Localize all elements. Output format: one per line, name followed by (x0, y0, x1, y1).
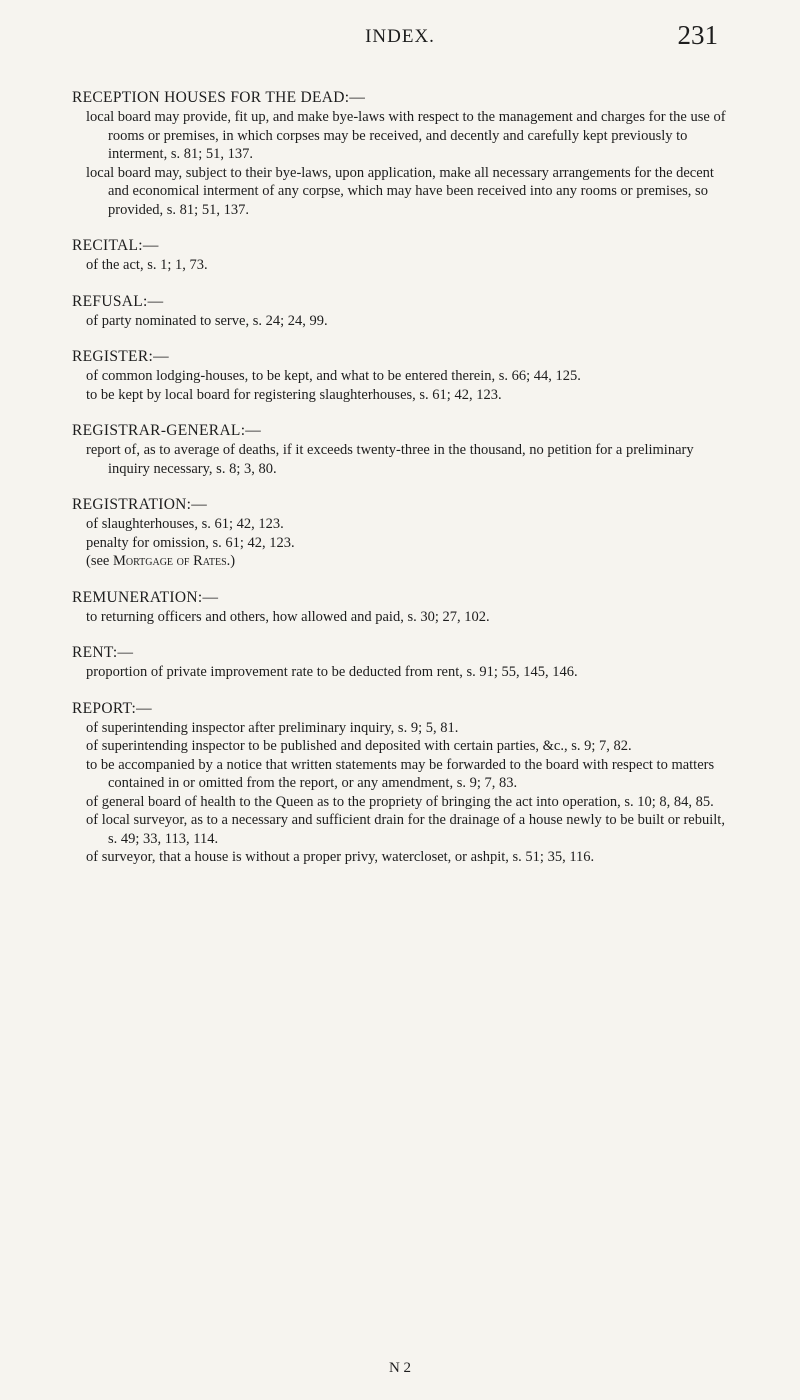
entry-heading: REFUSAL:— (72, 292, 164, 310)
index-entry (72, 643, 732, 682)
entry-subitem: of party nominated to serve, s. 24; 24, 99. (86, 312, 328, 329)
entry-subitem: penalty for omission, s. 61; 42, 123. (86, 534, 295, 551)
index-entry (72, 588, 732, 627)
entry-heading: RECITAL:— (72, 237, 159, 254)
entry-heading: RENT:— (72, 644, 134, 661)
index-entry (72, 699, 732, 867)
index-entry (72, 347, 732, 404)
index-entries (72, 88, 732, 884)
entry-subitem: to be kept by local board for registering slaughterhouses, s. 61; 42, 123. (86, 386, 502, 403)
entry-subitem: of superintending inspector after preliminary inquiry, s. 9; 5, 81. (86, 719, 459, 736)
see-prefix: (see (86, 553, 113, 569)
entry-subitem: of superintending inspector to be published and deposited with certain parties, &c., s. 9; 7, 82. (86, 738, 632, 754)
page-number: 231 (677, 20, 718, 50)
entry-subitem: local board may, subject to their bye-laws, upon application, make all necessary arrangements for the decent and economical interment of any corpse, which may have been received into any rooms or premises, so provided, s. 81; 51, 137. (86, 164, 714, 218)
entry-heading: REGISTRAR-GENERAL:— (72, 422, 262, 439)
entry-subitem: to be accompanied by a notice that written statements may be forwarded to the board with respect to matters contained in or omitted from the report, or any amendment, s. 9; 7, 83. (86, 756, 715, 791)
entry-heading: REPORT:— (72, 699, 152, 717)
index-entry (72, 88, 732, 219)
entry-subitem: proportion of private improvement rate to be deducted from rent, s. 91; 55, 145, 146. (86, 664, 578, 680)
entry-subitem: of slaughterhouses, s. 61; 42, 123. (86, 516, 284, 532)
entry-subitem: local board may provide, fit up, and make bye-laws with respect to the management and charges for the use of rooms or premises, in which corpses may be received, and decently and carefully kept previously to interment, s. 81; 51, 137. (86, 109, 726, 162)
entry-heading: RECEPTION HOUSES FOR THE DEAD:— (72, 89, 366, 106)
page-header (0, 20, 800, 60)
entry-subitem: to returning officers and others, how allowed and paid, s. 30; 27, 102. (86, 608, 490, 625)
index-entry (72, 421, 732, 478)
see-suffix: .) (226, 553, 236, 569)
index-entry (72, 495, 732, 571)
signature-mark: N 2 (388, 1360, 412, 1376)
entry-heading: REGISTRATION:— (72, 496, 208, 513)
index-entry (72, 292, 732, 331)
entry-subitem: of general board of health to the Queen as to the propriety of bringing the act into operation, s. 10; 8, 84, 85. (86, 793, 714, 810)
entry-subitem: of the act, s. 1; 1, 73. (86, 257, 208, 273)
entry-subitem: report of, as to average of deaths, if it exceeds twenty-three in the thousand, no petition for a preliminary inquiry necessary, s. 8; 3, 80. (86, 442, 694, 477)
see-reference: Mortgage of Rates (112, 553, 227, 569)
entry-subitem: of common lodging-houses, to be kept, and what to be entered therein, s. 66; 44, 125. (86, 368, 581, 384)
cross-reference (72, 552, 732, 571)
index-entry (72, 236, 732, 275)
entry-subitem: of local surveyor, as to a necessary and sufficient drain for the drainage of a house newly to be built or rebuilt, s. 49; 33, 113, 114. (86, 812, 725, 847)
entry-heading: REMUNERATION:— (72, 588, 219, 606)
entry-subitem: of surveyor, that a house is without a proper privy, watercloset, or ashpit, s. 51; 35, 116. (86, 849, 595, 865)
running-title: INDEX. (365, 26, 435, 47)
entry-heading: REGISTER:— (72, 348, 169, 365)
